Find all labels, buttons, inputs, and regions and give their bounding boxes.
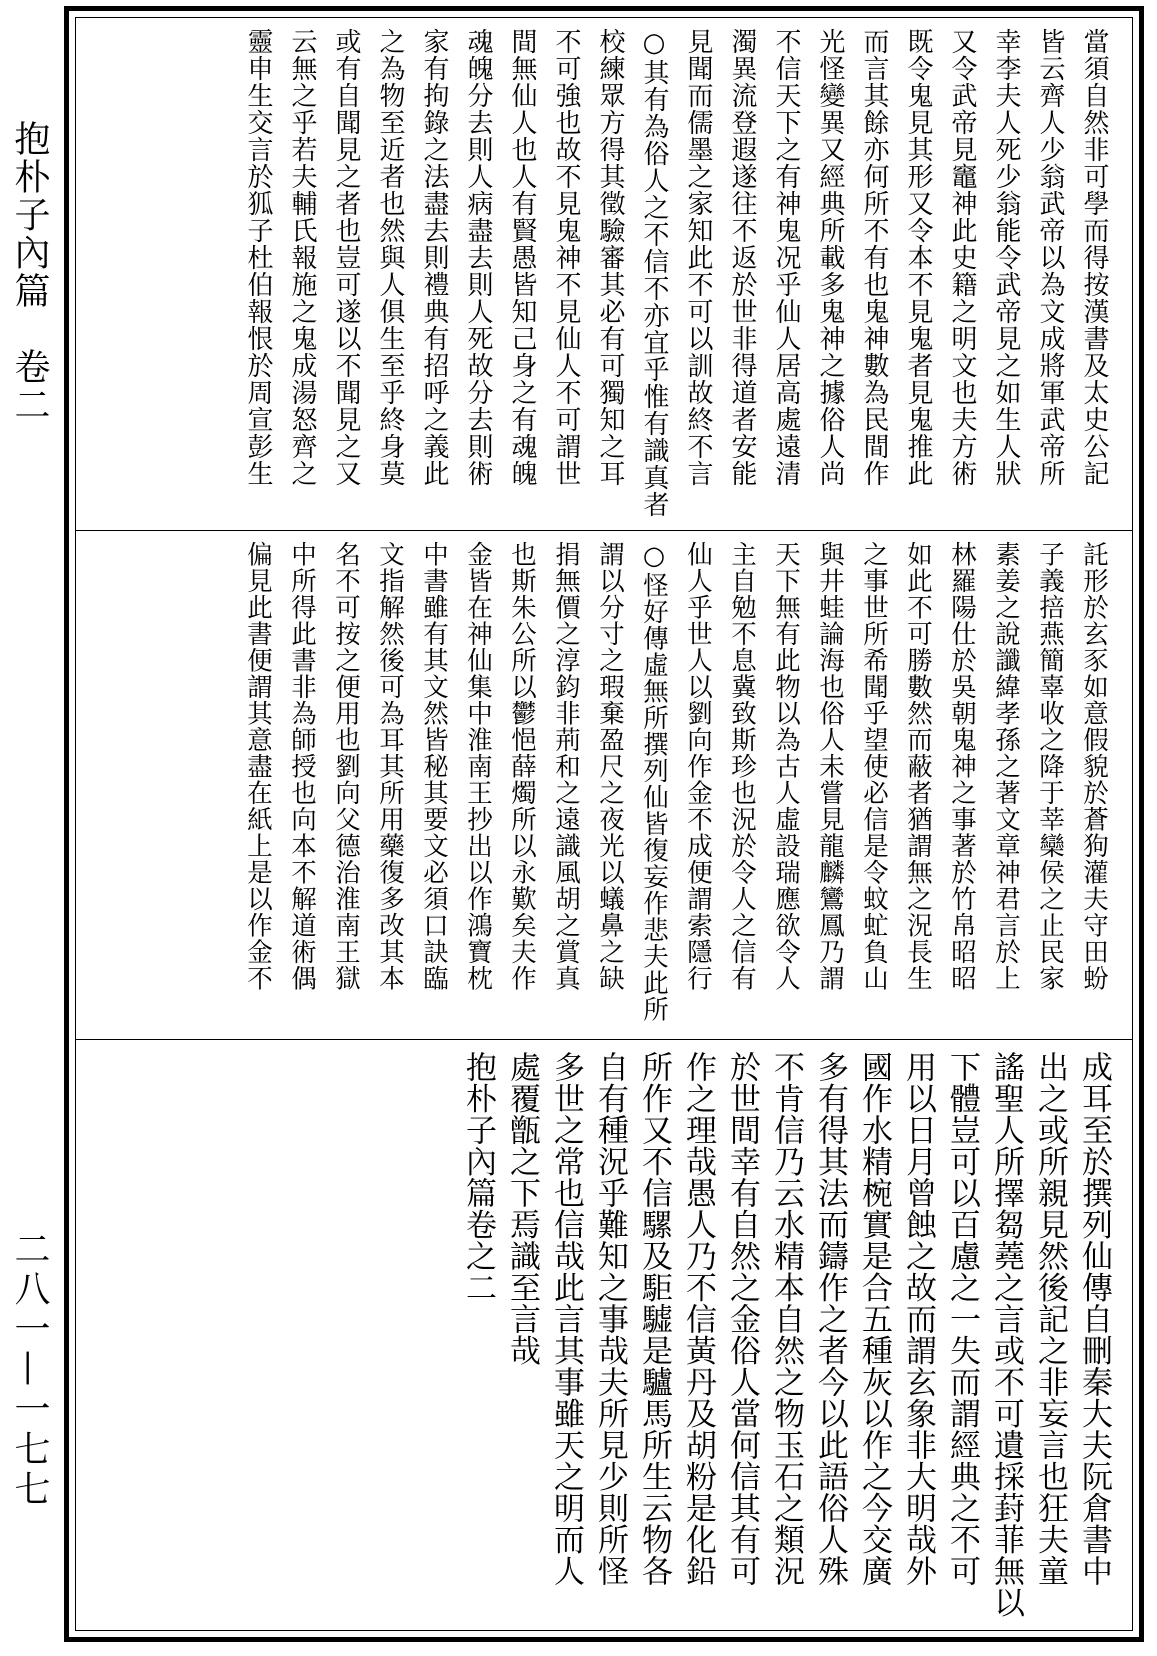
margin-book-title: 抱朴子內篇 卷二 (9, 120, 50, 424)
text-column: 謠聖人所擇芻蕘之言或不可遺採葑菲無以 (988, 1051, 1024, 1618)
text-column: 皆云齊人少翁武帝以為文成將軍武帝所 (1035, 28, 1065, 487)
text-column: 既令鬼見其形又令本不見鬼者見鬼推此 (903, 28, 933, 487)
margin-page-number: 二八一—一七七 (9, 1230, 50, 1510)
text-column: 多世之常也信哉此言其事雖天之明而人 (548, 1051, 584, 1587)
text-column: 子義掊燕簡辜收之降于莘欒侯之止民家 (1035, 541, 1065, 992)
text-column: 抱朴子內篇卷之二 (460, 1051, 496, 1303)
page-frame (64, 6, 1144, 1642)
text-column: ○怪好傳虛無所撰列仙皆復妄作悲夫此所 (639, 541, 669, 1023)
text-panel-middle (76, 531, 1132, 1040)
text-column: 出之或所親見然後記之非妄言也狂夫童 (1032, 1051, 1068, 1587)
text-column: 也斯朱公所以鬱悒薛燭所以永歎矣夫作 (507, 541, 537, 992)
text-column: 間無仙人也人有賢愚皆知己身之有魂魄 (507, 28, 537, 487)
text-column: 文指解然後可為耳其所用藥復多改其本 (375, 541, 405, 992)
text-column: 中書雖有其文然皆秘其要文必須口訣臨 (419, 541, 449, 992)
text-columns (236, 28, 1116, 520)
text-column: 魂魄分去則人病盡去則人死故分去則術 (463, 28, 493, 487)
text-columns (236, 541, 1116, 1029)
text-column: 託形於玄豕如意假貌於蒼狗灌夫守田蚡 (1079, 541, 1109, 992)
text-column: 所作又不信騾及駏驉是驢馬所生云物各 (636, 1051, 672, 1587)
text-column: 不信天下之有神鬼况乎仙人居高處遠清 (771, 28, 801, 487)
text-column: 不可強也故不見鬼神不見仙人不可謂世 (551, 28, 581, 487)
text-column: 於世間幸有自然之金俗人當何信其有可 (724, 1051, 760, 1587)
text-column: 自有種況乎難知之事哉夫所見少則所怪 (592, 1051, 628, 1587)
text-column: 不肯信乃云水精本自然之物玉石之類況 (768, 1051, 804, 1587)
text-column: 林羅陽仕於吳朝鬼神之事著於竹帛昭昭 (947, 541, 977, 992)
text-column: 素姜之說讖緯孝孫之著文章神君言於上 (991, 541, 1021, 992)
text-column: 國作水精椀實是合五種灰以作之今交廣 (856, 1051, 892, 1587)
text-column: 之事世所希聞乎望使必信是令蚊虻負山 (859, 541, 889, 992)
text-column: 如此不可勝數然而蔽者猶謂無之況長生 (903, 541, 933, 992)
text-columns (456, 1051, 1116, 1625)
text-column: 中所得此書非為師授也向本不解道術偶 (287, 541, 317, 992)
text-column: 家有拘錄之法盡去則禮典有招呼之義此 (419, 28, 449, 487)
text-column: 之為物至近者也然與人俱生至乎終身莫 (375, 28, 405, 487)
text-column: 作之理哉愚人乃不信黃丹及胡粉是化鉛 (680, 1051, 716, 1587)
text-panel-top (76, 18, 1132, 531)
text-column: 偏見此書便謂其意盡在紙上是以作金不 (243, 541, 273, 992)
text-column: 用以日月曾蝕之故而謂玄象非大明哉外 (900, 1051, 936, 1587)
text-column: 或有自聞見之者也豈可遂以不聞見之又 (331, 28, 361, 487)
text-column: 云無之乎若夫輔氏報施之鬼成湯怒齊之 (287, 28, 317, 487)
text-column: 成耳至於撰列仙傳自刪秦大夫阮倉書中 (1076, 1051, 1112, 1587)
text-column: 而言其餘亦何所不有也鬼神數為民間作 (859, 28, 889, 487)
text-column: 謂以分寸之瑕棄盈尺之夜光以蟻鼻之缺 (595, 541, 625, 992)
text-column: 仙人乎世人以劉向作金不成便謂索隱行 (683, 541, 713, 992)
page-inner-border (75, 17, 1133, 1631)
text-column: ○其有為俗人之不信不亦宜乎惟有識真者 (639, 28, 669, 518)
text-column: 主自勉不息冀致斯珍也況於令人之信有 (727, 541, 757, 992)
text-column: 天下無有此物以為古人虛設瑞應欲令人 (771, 541, 801, 992)
text-column: 校練眾方得其徵驗審其必有可獨知之耳 (595, 28, 625, 487)
text-column: 處覆甑之下焉識至言哉 (504, 1051, 540, 1366)
text-column: 與井蛙論海也俗人未嘗見龍麟鸞鳳乃謂 (815, 541, 845, 992)
text-column: 見聞而儒墨之家知此不可以訓故終不言 (683, 28, 713, 487)
text-column: 金皆在神仙集中淮南王抄出以作鴻寶枕 (463, 541, 493, 992)
text-column: 名不可按之便用也劉向父德治淮南王獄 (331, 541, 361, 992)
text-column: 又令武帝見竈神此史籍之明文也夫方術 (947, 28, 977, 487)
text-column: 當須自然非可學而得按漢書及太史公記 (1079, 28, 1109, 487)
text-column: 濁異流登遐遂往不返於世非得道者安能 (727, 28, 757, 487)
text-column: 多有得其法而鑄作之者今以此語俗人殊 (812, 1051, 848, 1587)
text-column: 幸李夫人死少翁能令武帝見之如生人狀 (991, 28, 1021, 487)
text-column: 靈申生交言於狐子杜伯報恨於周宣彭生 (243, 28, 273, 487)
text-column: 光怪變異又經典所載多鬼神之據俗人尚 (815, 28, 845, 487)
text-panel-bottom (76, 1041, 1132, 1635)
text-column: 捐無價之淳鈞非荊和之遠識風胡之賞真 (551, 541, 581, 992)
text-column: 下體豈可以百慮之一失而謂經典之不可 (944, 1051, 980, 1587)
